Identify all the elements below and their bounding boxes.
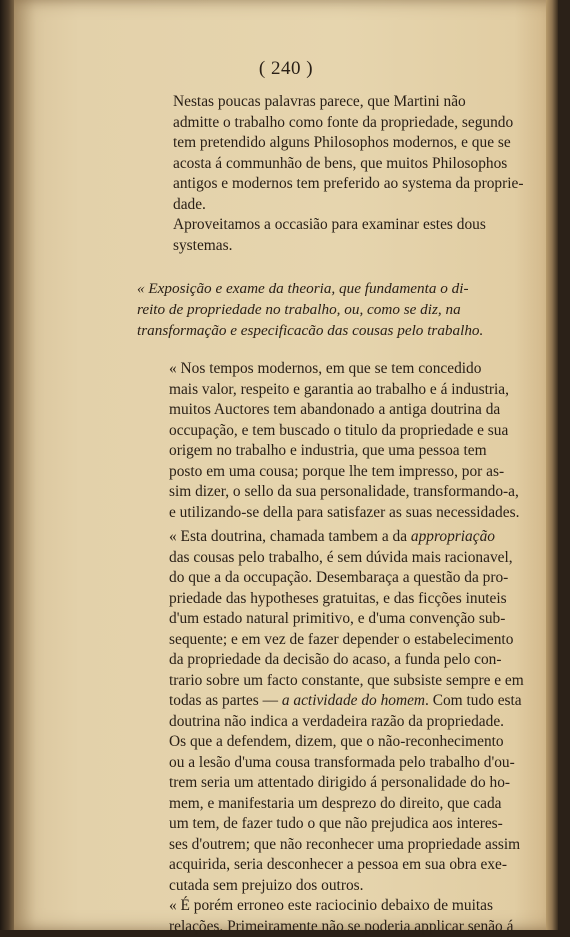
text-line: origem no trabalho e industria, que uma pessoa tem	[137, 441, 549, 462]
book-spine	[0, 0, 14, 930]
text-line: « É porém erroneo este raciocinio debaixo de muitas	[137, 896, 549, 917]
page-number: ( 240 )	[14, 58, 558, 80]
text-line: trem seria um attentado dirigido á personalidade do ho-	[137, 773, 549, 794]
book-page	[14, 0, 558, 930]
text-segment: « Esta doutrina, chamada tambem a da	[169, 528, 411, 545]
text-line: doutrina não indica a verdadeira razão da propriedade.	[137, 712, 549, 733]
heading-line: transformação e especificacão das cousas pelo trabalho.	[137, 320, 549, 341]
text-line: muitos Auctores tem abandonado a antiga doutrina da	[137, 400, 549, 421]
italic-term: a actividade do homem	[282, 692, 425, 709]
heading-line: reito de propriedade no trabalho, ou, como se diz, na	[137, 299, 549, 320]
text-segment: . Com tudo esta	[425, 692, 522, 709]
text-line: das cousas pelo trabalho, é sem dúvida mais racionavel,	[137, 548, 549, 569]
text-line: ou a lesão d'uma cousa transformada pelo trabalho d'ou-	[137, 753, 549, 774]
heading-line: « Exposição e exame da theoria, que fundamenta o di-	[137, 278, 549, 299]
text-line: mem, e manifestaria um desprezo do direito, que cada	[137, 794, 549, 815]
paragraph-doctrine	[137, 527, 549, 896]
italic-term: appropriação	[411, 528, 495, 545]
text-line: acosta á communhão de bens, que muitos Philosophos	[137, 154, 549, 175]
text-line: sim dizer, o sello da sua personalidade, transformando-a,	[137, 482, 549, 503]
paragraph-erroneous	[137, 896, 549, 937]
text-line: relações. Primeiramente não se poderia applicar senão á	[137, 917, 549, 937]
text-segment: todas as partes —	[169, 692, 282, 709]
text-line: sequente; e em vez de fazer depender o estabelecimento	[137, 630, 549, 651]
text-line: Nestas poucas palavras parece, que Martini não	[137, 92, 549, 113]
text-line: da propriedade da decisão do acaso, a funda pelo con-	[137, 650, 549, 671]
text-line: um tem, de fazer tudo o que não prejudica aos interes-	[137, 814, 549, 835]
text-line: « Nos tempos modernos, em que se tem concedido	[137, 359, 549, 380]
text-line: cutada sem prejuizo dos outros.	[137, 876, 549, 897]
text-line: systemas.	[137, 236, 549, 257]
text-line: mais valor, respeito e garantia ao trabalho e á industria,	[137, 380, 549, 401]
text-line: Aproveitamos a occasião para examinar estes dous	[137, 215, 549, 236]
text-line: acquirida, seria desconhecer a pessoa em sua obra exe-	[137, 855, 549, 876]
text-line: priedade das hypotheses gratuitas, e das ficções inuteis	[137, 589, 549, 610]
text-line: dade.	[137, 195, 549, 216]
text-line: occupação, e tem buscado o titulo da propriedade e sua	[137, 421, 549, 442]
text-line: antigos e modernos tem preferido ao systema da proprie-	[137, 174, 549, 195]
section-heading	[137, 278, 549, 341]
paragraph-martini	[137, 92, 549, 215]
page-text	[137, 92, 549, 937]
text-line: tem pretendido alguns Philosophos modernos, e que se	[137, 133, 549, 154]
text-line	[137, 691, 549, 712]
text-line: e utilizando-se della para satisfazer as suas necessidades.	[137, 503, 549, 524]
paragraph-systems	[137, 215, 549, 256]
text-line: d'um estado natural primitivo, e d'uma convenção sub-	[137, 609, 549, 630]
text-line: do que a da occupação. Desembaraça a questão da pro-	[137, 568, 549, 589]
text-line: ses d'outrem; que não reconhecer uma propriedade assim	[137, 835, 549, 856]
text-line: admitte o trabalho como fonte da propriedade, segundo	[137, 113, 549, 134]
text-line: Os que a defendem, dizem, que o não-reconhecimento	[137, 732, 549, 753]
text-line	[137, 527, 549, 548]
paragraph-modern-times	[137, 359, 549, 523]
text-line: trario sobre um facto constante, que subsiste sempre e em	[137, 671, 549, 692]
text-line: posto em uma cousa; porque lhe tem impresso, por as-	[137, 462, 549, 483]
